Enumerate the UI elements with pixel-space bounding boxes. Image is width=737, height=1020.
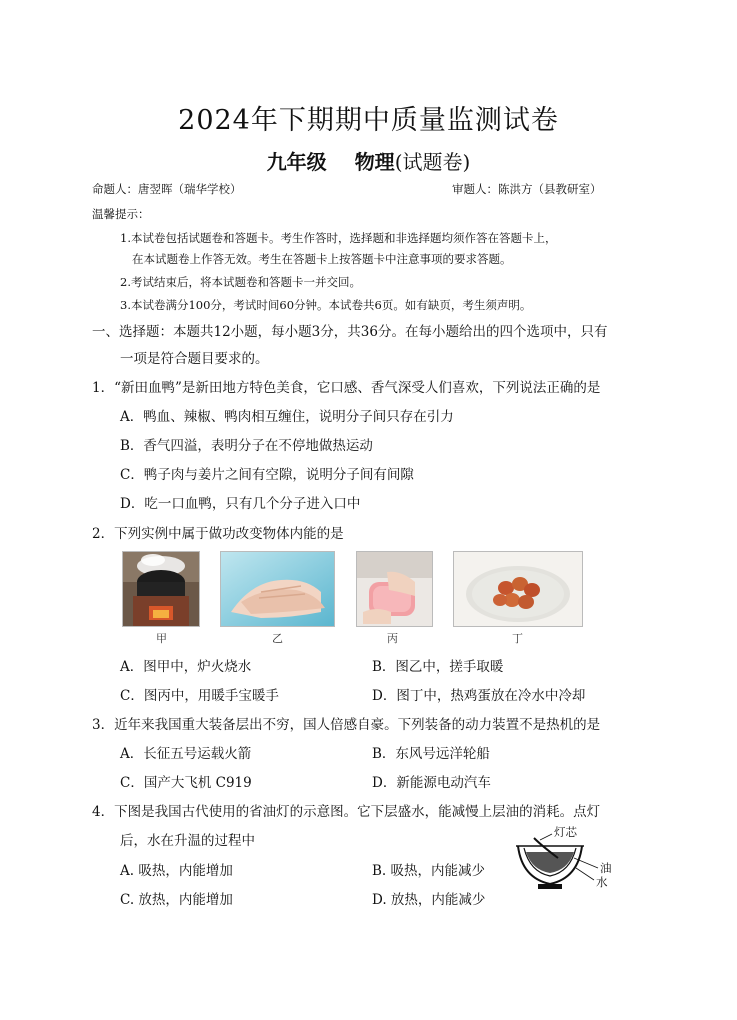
q4-option-a: A. 吸热，内能增加 <box>120 863 233 879</box>
lamp-label-wick: 灯芯 <box>554 825 577 839</box>
q2-image-yi <box>220 551 335 627</box>
eggs-bowl-photo <box>454 552 582 626</box>
tip-3: 3.本试卷满分100分，考试时间60分钟。本试卷共6页。如有缺页，考生须声明。 <box>120 298 532 312</box>
rubbing-hands-photo <box>221 552 334 626</box>
q4-option-d: D. 放热，内能减少 <box>372 892 486 908</box>
q3-option-b: B．东风号远洋轮船 <box>372 746 490 762</box>
q2-option-b: B．图乙中，搓手取暖 <box>372 659 504 675</box>
caption-jia: 甲 <box>156 632 167 645</box>
q4-stem: 4．下图是我国古代使用的省油灯的示意图。它下层盛水，能减慢上层油的消耗。点灯 <box>92 804 601 820</box>
caption-ding: 丁 <box>512 632 523 645</box>
q1-option-c: C．鸭子肉与姜片之间有空隙，说明分子间有间隙 <box>120 467 414 483</box>
lamp-label-oil: 油 <box>600 861 612 875</box>
subject-label: 物理 <box>354 150 395 174</box>
q2-image-ding <box>453 551 583 627</box>
lamp-label-water: 水 <box>596 875 608 889</box>
q1-stem: 1．“新田血鸭”是新田地方特色美食，它口感、香气深受人们喜欢，下列说法正确的是 <box>92 380 601 396</box>
q2-stem: 2．下列实例中属于做功改变物体内能的是 <box>92 526 344 542</box>
q2-option-d: D．图丁中，热鸡蛋放在冷水中冷却 <box>372 688 586 704</box>
exam-subtitle <box>0 146 737 175</box>
grade-label: 九年级 <box>266 150 327 174</box>
q2-option-a: A．图甲中，炉火烧水 <box>120 659 252 675</box>
tips-label: 温馨提示： <box>92 207 150 221</box>
tip-2: 2.考试结束后，将本试题卷和答题卡一并交回。 <box>120 275 361 289</box>
paper-type-label: (试题卷) <box>394 150 471 174</box>
tip-1-line-2: 在本试题卷上作答无效。考生在答题卡上按答题卡中注意事项的要求答题。 <box>132 252 512 266</box>
q4-stem-cont: 后，水在升温的过程中 <box>120 833 255 849</box>
q4-option-b: B. 吸热，内能减少 <box>372 863 486 879</box>
boiling-pot-photo <box>123 552 199 626</box>
section-1-instructions-cont: 一项是符合题目要求的。 <box>120 351 269 367</box>
caption-yi: 乙 <box>272 632 283 645</box>
q3-stem: 3．近年来我国重大装备层出不穷，国人倍感自豪。下列装备的动力装置不是热机的是 <box>92 717 601 733</box>
q1-option-b: B．香气四溢，表明分子在不停地做热运动 <box>120 438 373 454</box>
q3-option-c: C．国产大飞机 C919 <box>120 775 252 791</box>
section-1-instructions: 一、选择题：本题共12小题，每小题3分，共36分。在每小题给出的四个选项中，只有 <box>92 324 608 340</box>
q1-option-a: A．鸭血、辣椒、鸭肉相互缠住，说明分子间只存在引力 <box>120 409 454 425</box>
oil-lamp-diagram <box>512 825 622 898</box>
author-left: 命题人：唐翌晖（瑞华学校） <box>92 182 242 196</box>
exam-title: 2024年下期期中质量监测试卷 <box>178 105 559 136</box>
q3-option-a: A．长征五号运载火箭 <box>120 746 252 762</box>
q2-image-bing <box>356 551 433 627</box>
q4-option-c: C. 放热，内能增加 <box>120 892 233 908</box>
tip-1-line-1: 1.本试卷包括试题卷和答题卡。考生作答时，选择题和非选择题均须作答在答题卡上， <box>120 231 557 245</box>
hand-warmer-photo <box>357 552 432 626</box>
q2-image-jia <box>122 551 200 627</box>
q2-option-c: C．图丙中，用暖手宝暖手 <box>120 688 279 704</box>
author-right: 审题人：陈洪方（县教研室） <box>452 182 602 196</box>
q1-option-d: D．吃一口血鸭，只有几个分子进入口中 <box>120 496 361 512</box>
caption-bing: 丙 <box>387 632 398 645</box>
q3-option-d: D．新能源电动汽车 <box>372 775 491 791</box>
